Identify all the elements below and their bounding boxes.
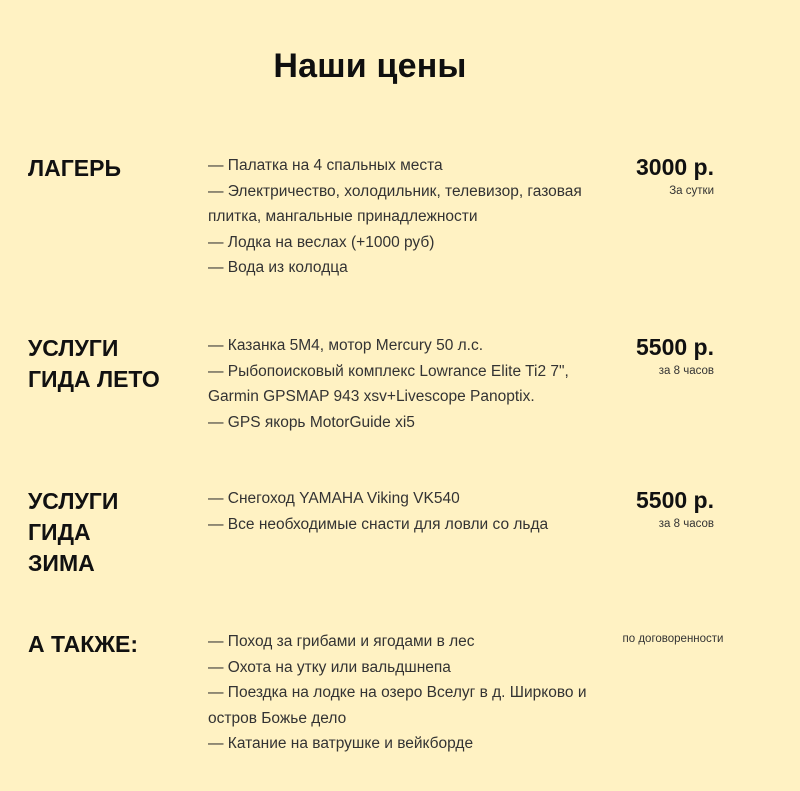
feature-item: — Поход за грибами и ягодами в лес — [208, 633, 475, 650]
feature-list — [208, 333, 608, 435]
feature-item: — Казанка 5М4, мотор Mercury 50 л.с. — [208, 337, 484, 354]
price-value: 5500 р. — [636, 334, 714, 360]
price-value: 5500 р. — [636, 487, 714, 513]
price-block — [564, 629, 724, 650]
row-title: ЛАГЕРЬ — [28, 155, 121, 181]
feature-list — [208, 486, 608, 537]
row-title: А ТАКЖЕ: — [28, 631, 139, 657]
price-note: за 8 часов — [658, 518, 714, 530]
feature-item: — Электричество, холодильник, телевизор, газовая плитка, мангальные принадлежности — [208, 182, 582, 225]
feature-item: — Снегоход YAMAHA Viking VK540 — [208, 490, 460, 507]
feature-item: — Катание на ватрушке и вейкборде — [208, 735, 474, 752]
feature-item: — Вода из колодца — [208, 259, 348, 276]
feature-item: — Лодка на веслах (+1000 руб) — [208, 233, 435, 251]
price-value: 3000 р. — [636, 154, 714, 180]
price-block — [564, 333, 714, 381]
price-block — [564, 153, 714, 201]
price-note: за 8 часов — [658, 365, 714, 377]
feature-item: — Рыбопоисковый комплекс Lowrance Elite Ti2 7", Garmin GPSMAP 943 xsv+Livescope Panoptix. — [208, 362, 569, 405]
feature-item: — Охота на утку или вальдшнепа — [208, 658, 451, 676]
feature-item: — Все необходимые снасти для ловли со льда — [208, 515, 549, 533]
price-block — [564, 486, 714, 534]
price-note: За сутки — [669, 185, 714, 197]
price-note: по договоренности — [622, 633, 724, 645]
page-title: Наши цены — [273, 46, 467, 85]
feature-item: — GPS якорь MotorGuide xi5 — [208, 413, 415, 431]
row-title: УСЛУГИ ГИДА ЛЕТО — [28, 335, 160, 392]
feature-list — [208, 153, 608, 281]
feature-item: — Поездка на лодке на озеро Вселуг в д. Ширково и остров Божье дело — [208, 684, 587, 727]
row-title: УСЛУГИ ГИДА ЗИМА — [28, 488, 119, 576]
feature-list — [208, 629, 608, 757]
feature-item: — Палатка на 4 спальных места — [208, 157, 443, 174]
